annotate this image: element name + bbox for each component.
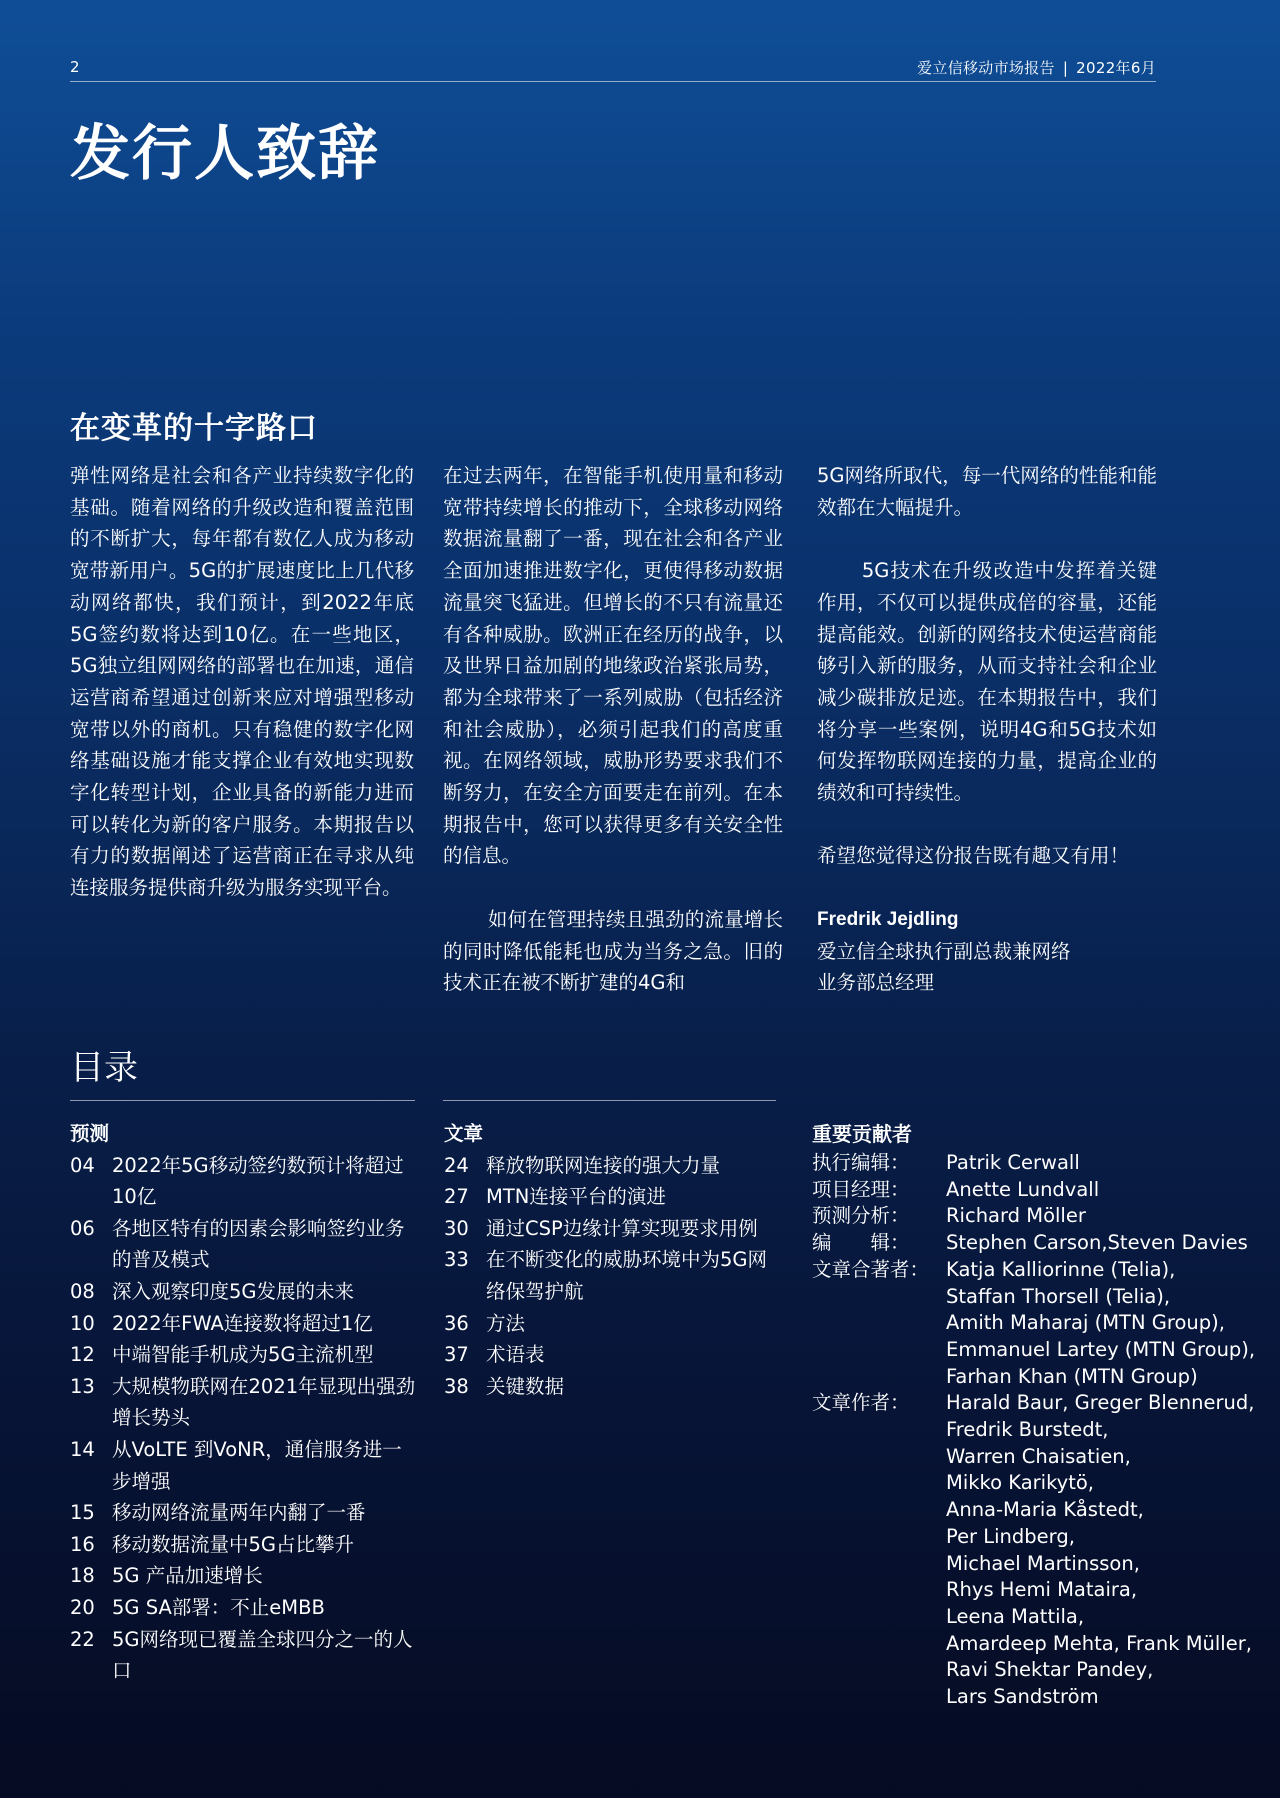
body-paragraph: 5G技术在升级改造中发挥着关键作用，不仅可以提供成倍的容量，还能提高能效。创新的网络技术使运营商能够引入新的服务，从而支持社会和企业减少碳排放足迹。在本期报告中，我们将分享一些案例，说明4G和5G技术如何发挥物联网连接的力量，提高企业的绩效和可持续性。 bbox=[817, 559, 1157, 805]
toc-page-number: 37 bbox=[444, 1343, 469, 1367]
toc-entry-title: 5G网络现已覆盖全球四分之一的人口 bbox=[112, 1627, 413, 1683]
toc-page-number: 18 bbox=[70, 1564, 95, 1588]
contributor-role: 文章作者： bbox=[812, 1391, 910, 1415]
contributor-row bbox=[812, 1390, 1272, 1710]
contributor-name: Farhan Khan (MTN Group) bbox=[946, 1364, 1198, 1388]
body-column-1 bbox=[70, 460, 414, 904]
closing-line: 希望您觉得这份报告既有趣又有用！ bbox=[817, 844, 1130, 868]
contributors-heading: 重要贡献者 bbox=[812, 1122, 912, 1146]
toc-page-number: 36 bbox=[444, 1311, 469, 1335]
contributor-name: Amardeep Mehta, Frank Müller, bbox=[946, 1631, 1252, 1655]
contributor-role: 执行编辑： bbox=[812, 1151, 910, 1174]
contributor-name: Warren Chaisatien, bbox=[946, 1444, 1131, 1468]
toc-entry[interactable] bbox=[444, 1308, 784, 1340]
toc-rule-1 bbox=[70, 1100, 415, 1101]
body-paragraph: 弹性网络是社会和各产业持续数字化的基础。随着网络的升级改造和覆盖范围的不断扩大，每年都有数亿人成为移动宽带新用户。5G的扩展速度比上几代移动网络都快，我们预计，到2022年底5G签约数将达到10亿。在一些地区，5G独立组网网络的部署也在加速，通信运营商希望通过创新来应对增强型移动宽带以外的商机。只有稳健的数字化网络基础设施才能支撑企业有效地实现数字化转型计划，企业具备的新能力进而可以转化为新的客户服务。本期报告以有力的数据阐述了运营商正在寻求从纯连接服务提供商升级为服务实现平台。 bbox=[70, 464, 414, 900]
signer-title: 业务部总经理 bbox=[817, 971, 935, 995]
toc-page-number: 24 bbox=[444, 1153, 469, 1177]
toc-rule-2 bbox=[443, 1100, 776, 1101]
toc-forecast-section bbox=[70, 1118, 416, 1687]
contributor-name: Anette Lundvall bbox=[946, 1177, 1100, 1201]
contributor-role: 项目经理： bbox=[812, 1177, 910, 1201]
contributor-name: Fredrik Burstedt, bbox=[946, 1418, 1109, 1442]
toc-page-number: 33 bbox=[444, 1248, 469, 1272]
toc-entry-title: MTN连接平台的演进 bbox=[486, 1185, 666, 1209]
signer-title: 爱立信全球执行副总裁兼网络 bbox=[817, 939, 1071, 963]
toc-entry-title: 5G SA部署：不止eMBB bbox=[112, 1595, 325, 1619]
toc-entry[interactable] bbox=[70, 1276, 416, 1308]
toc-entry[interactable] bbox=[444, 1150, 784, 1182]
contributor-role: 预测分析： bbox=[812, 1204, 910, 1228]
contributor-name: Per Lindberg, bbox=[946, 1524, 1075, 1548]
contributor-row bbox=[812, 1230, 1272, 1257]
body-paragraph: 5G网络所取代，每一代网络的性能和能效都在大幅提升。 bbox=[817, 464, 1157, 519]
contributor-name: Amith Maharaj (MTN Group), bbox=[946, 1311, 1225, 1335]
contributor-name: Mikko Karikytö, bbox=[946, 1471, 1095, 1495]
toc-forecast-heading: 预测 bbox=[70, 1122, 110, 1145]
toc-entry[interactable] bbox=[70, 1592, 416, 1624]
toc-page-number: 12 bbox=[70, 1343, 95, 1367]
toc-page-number: 06 bbox=[70, 1216, 95, 1240]
toc-entry[interactable] bbox=[70, 1529, 416, 1561]
toc-entry-title: 关键数据 bbox=[486, 1374, 565, 1398]
toc-entry[interactable] bbox=[70, 1560, 416, 1592]
toc-entry-title: 移动网络流量两年内翻了一番 bbox=[112, 1501, 366, 1525]
publication-date: 2022年6月 bbox=[1076, 59, 1156, 77]
contributor-role: 文章合著者： bbox=[812, 1257, 930, 1281]
contributor-name: Anna-Maria Kåstedt, bbox=[946, 1498, 1144, 1522]
toc-entry-title: 在不断变化的威胁环境中为5G网络保驾护航 bbox=[486, 1248, 768, 1303]
page-number: 2 bbox=[70, 58, 80, 76]
contributor-row bbox=[812, 1150, 1272, 1177]
contributor-name: Staffan Thorsell (Telia), bbox=[946, 1284, 1171, 1308]
toc-entry-title: 各地区特有的因素会影响签约业务的普及模式 bbox=[112, 1216, 405, 1272]
toc-entry-title: 5G 产品加速增长 bbox=[112, 1564, 263, 1588]
section-subtitle: 在变革的十字路口 bbox=[70, 411, 318, 446]
contributor-name: Leena Mattila, bbox=[946, 1604, 1085, 1628]
body-column-3 bbox=[817, 460, 1157, 999]
contributor-name: Richard Möller bbox=[946, 1204, 1086, 1228]
toc-articles-section bbox=[444, 1118, 784, 1402]
toc-page-number: 16 bbox=[70, 1532, 95, 1556]
toc-page-number: 08 bbox=[70, 1279, 95, 1303]
toc-entry[interactable] bbox=[444, 1181, 784, 1213]
contributor-name: Rhys Hemi Mataira, bbox=[946, 1578, 1138, 1602]
toc-title: 目录 bbox=[70, 1048, 138, 1088]
toc-entry-title: 2022年FWA连接数将超过1亿 bbox=[112, 1311, 373, 1335]
toc-entry[interactable] bbox=[444, 1339, 784, 1371]
toc-entry[interactable] bbox=[70, 1434, 416, 1497]
toc-page-number: 20 bbox=[70, 1595, 95, 1619]
signer-name: Fredrik Jejdling bbox=[817, 908, 959, 930]
header-rule bbox=[70, 81, 1156, 82]
toc-entry-title: 方法 bbox=[486, 1311, 526, 1335]
toc-entry-title: 深入观察印度5G发展的未来 bbox=[112, 1279, 355, 1303]
contributor-name: Stephen Carson,Steven Davies bbox=[946, 1231, 1248, 1255]
toc-page-number: 38 bbox=[444, 1374, 469, 1398]
contributor-role: 编 辑： bbox=[812, 1231, 910, 1255]
toc-page-number: 14 bbox=[70, 1437, 95, 1461]
toc-entry[interactable] bbox=[444, 1244, 784, 1307]
contributor-name: Katja Kalliorinne (Telia), bbox=[946, 1257, 1176, 1281]
body-paragraph: 如何在管理持续且强劲的流量增长的同时降低能耗也成为当务之急。旧的技术正在被不断扩建的4G和 bbox=[443, 907, 783, 995]
toc-entry-title: 通过CSP边缘计算实现要求用例 bbox=[486, 1216, 758, 1240]
toc-entry-title: 术语表 bbox=[486, 1343, 545, 1367]
report-header bbox=[917, 57, 1156, 78]
toc-entry-title: 移动数据流量中5G占比攀升 bbox=[112, 1532, 355, 1556]
contributor-name: Lars Sandström bbox=[946, 1685, 1099, 1709]
toc-entry[interactable] bbox=[444, 1371, 784, 1403]
toc-entry-title: 释放物联网连接的强大力量 bbox=[486, 1153, 721, 1177]
body-paragraph: 在过去两年，在智能手机使用量和移动宽带持续增长的推动下，全球移动网络数据流量翻了一番，现在社会和各产业全面加速推进数字化，更使得移动数据流量突飞猛进。但增长的不只有流量还有各种威胁。欧洲正在经历的战争，以及世界日益加剧的地缘政治紧张局势，都为全球带来了一系列威胁（包括经济和社会威胁），必须引起我们的高度重视。在网络领域，威胁形势要求我们不断努力，在安全方面要走在前列。在本期报告中，您可以获得更多有关安全性的信息。 bbox=[443, 464, 783, 868]
toc-page-number: 30 bbox=[444, 1216, 469, 1240]
toc-entry[interactable] bbox=[70, 1308, 416, 1340]
contributor-name: Ravi Shektar Pandey, bbox=[946, 1658, 1154, 1682]
contributors-section bbox=[812, 1118, 1272, 1711]
toc-entry[interactable] bbox=[70, 1213, 416, 1276]
publication-name: 爱立信移动市场报告 bbox=[917, 59, 1055, 77]
contributor-name: Michael Martinsson, bbox=[946, 1551, 1140, 1575]
contributor-name: Emmanuel Lartey (MTN Group), bbox=[946, 1337, 1256, 1361]
toc-entry-title: 2022年5G移动签约数预计将超过10亿 bbox=[112, 1153, 404, 1209]
toc-articles-heading: 文章 bbox=[444, 1122, 484, 1145]
contributor-names bbox=[946, 1390, 1272, 1710]
contributor-row bbox=[812, 1203, 1272, 1230]
toc-entry[interactable] bbox=[70, 1339, 416, 1371]
contributor-name: Harald Baur, Greger Blennerud, bbox=[946, 1391, 1255, 1415]
contributor-name: Patrik Cerwall bbox=[946, 1151, 1080, 1174]
page-title: 发行人致辞 bbox=[70, 119, 380, 189]
toc-entry-title: 大规模物联网在2021年显现出强劲增长势头 bbox=[112, 1374, 416, 1430]
contributor-row bbox=[812, 1177, 1272, 1204]
toc-entry-title: 从VoLTE 到VoNR，通信服务进一步增强 bbox=[112, 1437, 402, 1493]
toc-page-number: 22 bbox=[70, 1627, 95, 1651]
contributor-names bbox=[946, 1257, 1272, 1391]
toc-entry[interactable] bbox=[70, 1150, 416, 1213]
toc-entry[interactable] bbox=[70, 1497, 416, 1529]
toc-page-number: 15 bbox=[70, 1501, 95, 1525]
toc-page-number: 04 bbox=[70, 1153, 95, 1177]
toc-page-number: 13 bbox=[70, 1374, 95, 1398]
toc-entry[interactable] bbox=[70, 1624, 416, 1687]
toc-entry-title: 中端智能手机成为5G主流机型 bbox=[112, 1343, 374, 1367]
toc-page-number: 10 bbox=[70, 1311, 95, 1335]
toc-page-number: 27 bbox=[444, 1185, 469, 1209]
contributor-row bbox=[812, 1257, 1272, 1391]
toc-entry[interactable] bbox=[70, 1371, 416, 1434]
body-column-2 bbox=[443, 460, 783, 999]
header-separator: | bbox=[1062, 59, 1069, 77]
toc-entry[interactable] bbox=[444, 1213, 784, 1245]
